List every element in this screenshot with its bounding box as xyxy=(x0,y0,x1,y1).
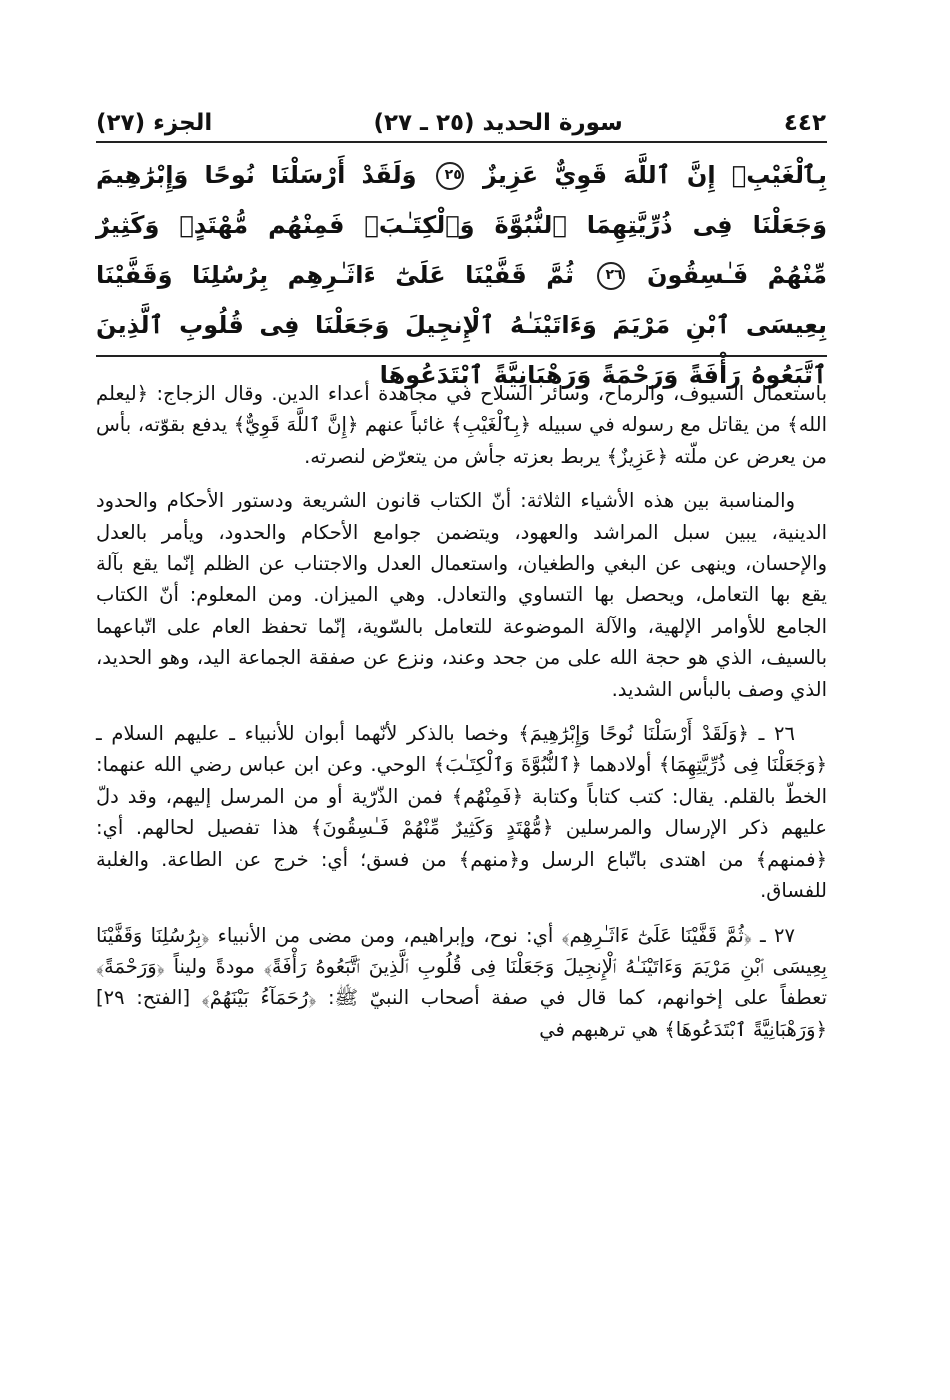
quran-text xyxy=(96,150,828,389)
quran-segment: بِٱلْغَيْبِۚ إِنَّ ٱللَّهَ قَوِيٌّ عَزِيزٌ xyxy=(482,161,828,189)
juz-label: الجزء (٢٧) xyxy=(96,110,213,136)
verse-number-marker: ٢٥ xyxy=(436,162,464,190)
page-number: ٤٤٢ xyxy=(783,110,826,136)
commentary-paragraph: ٢٦ ـ ﴿وَلَقَدْ أَرْسَلْنَا نُوحًا وَإِبْرَٰهِيمَ﴾ وخصا بالذكر لأنّهما أبوان للأنبياء ـ عليهم السلام ـ ﴿وَجَعَلْنَا فِى ذُرِّيَّتِهِمَا﴾ أولادهما ﴿ٱلنُّبُوَّةَ وَٱلْكِتَـٰبَ﴾ الوحي. وعن ابن عباس رضي الله عنهما: الخطّ بالقلم. يقال: كتب كتاباً وكتابة ﴿فَمِنْهُم﴾ فمن الذّرّية أو من المرسل إليهم، وقد دلّ عليهم ذكر الإرسال والمرسلين ﴿مُّهْتَدٍ وَكَثِيرٌ مِّنْهُمْ فَـٰسِقُونَ﴾ هذا تفصيل لحالهم. أي: ﴿فمنهم﴾ من اهتدى باتّباع الرسل و﴿منهم﴾ من فسق؛ أي: خرج عن الطاعة. والغلبة للفساق. xyxy=(96,722,827,903)
header-divider xyxy=(96,141,827,143)
page-header xyxy=(96,92,826,136)
verse-number-marker: ٢٦ xyxy=(597,262,625,290)
commentary-paragraph: والمناسبة بين هذه الأشياء الثلاثة: أنّ الكتاب قانون الشريعة ودستور الأحكام والحدود الدينية، يبين سبل المراشد والعهود، ويتضمن جوامع الأحكام والحدود، ويأمر بالعدل والإحسان، وينهى عن البغي والطغيان، واستعمال العدل والاجتناب عن الظلم إنّما يقع بآلة يقع بها التعامل، ويحصل بها التساوي والتعادل. وهي الميزان. ومن المعلوم: أنّ الكتاب الجامع للأوامر الإلهية، والآلة الموضوعة للتعامل بالسّوية، إنّما تحفظ العام على اتّباعهما بالسيف، الذي هو حجة الله على من جحد وعند، ونزع عن صفقة الجماعة اليد، وهو الحديد، الذي وصف بالبأس الشديد. xyxy=(96,489,827,701)
commentary-text xyxy=(96,378,827,1058)
commentary-paragraph: ٢٧ ـ ﴿ثُمَّ قَفَّيْنَا عَلَىٰٓ ءَاثَـٰرِهِم﴾ أي: نوح، وإبراهيم، ومن مضى من الأنبياء ﴿بِرُسُلِنَا وَقَفَّيْنَا بِعِيسَى ٱبْنِ مَرْيَمَ وَءَاتَيْنَـٰهُ ٱلْإِنجِيلَ وَجَعَلْنَا فِى قُلُوبِ ٱلَّذِينَ ٱتَّبَعُوهُ رَأْفَةً﴾ مودةً وليناً ﴿وَرَحْمَةً﴾ تعطفاً على إخوانهم، كما قال في صفة أصحاب النبيّ ﷺ: ﴿رُحَمَآءُ بَيْنَهُمْ﴾ [الفتح: ٢٩] ﴿وَرَهْبَانِيَّةً ٱبْتَدَعُوهَا﴾ هي ترهبهم في xyxy=(96,923,827,1041)
quran-segment: ثُمَّ قَفَّيْنَا عَلَىٰٓ ءَاثَـٰرِهِم بِرُسُلِنَا وَقَفَّيْنَا بِعِيسَى ٱبْنِ مَرْيَمَ وَءَاتَيْنَـٰهُ ٱلْإِنجِيلَ وَجَعَلْنَا فِى قُلُوبِ ٱلَّذِينَ ٱتَّبَعُوهُ رَأْفَةً وَرَحْمَةً وَرَهْبَانِيَّةً ٱبْتَدَعُوهَا xyxy=(96,261,827,389)
surah-title: سورة الحديد (٢٥ ـ ٢٧) xyxy=(373,110,623,136)
quran-divider xyxy=(96,355,827,357)
commentary-paragraph: باستعمال السيوف، والرماح، وسائر السلاح في مجاهدة أعداء الدين. وقال الزجاج: ﴿ليعلم الله﴾ من يقاتل مع رسوله في سبيله ﴿بِٱلْغَيْبِ﴾ غائباً عنهم ﴿إِنَّ ٱللَّهَ قَوِيٌّ﴾ يدفع بقوّته، بأس من يعرض عن ملّته ﴿عَزِيزٌ﴾ يربط بعزته جأش من يتعرّض لنصرته. xyxy=(96,382,827,468)
quran-segment: وَلَقَدْ أَرْسَلْنَا نُوحًا وَإِبْرَٰهِيمَ وَجَعَلْنَا فِى ذُرِّيَّتِهِمَا ٱلنُّبُوَّةَ وَٱلْكِتَـٰبَۖ فَمِنْهُم مُّهْتَدٍۖ وَكَثِيرٌ مِّنْهُمْ فَـٰسِقُونَ xyxy=(96,161,827,289)
